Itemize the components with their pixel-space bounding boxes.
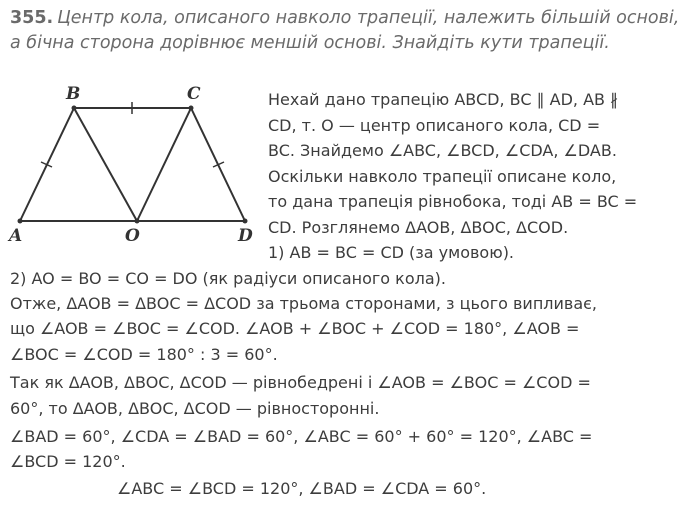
problem-number: 355.: [10, 8, 54, 28]
label-A: A: [9, 226, 23, 246]
point-B: [72, 106, 77, 111]
problem-statement: [10, 6, 685, 56]
solution-line: BC. Знайдемо ∠ABC, ∠BCD, ∠CDA, ∠DAB.: [268, 141, 617, 160]
label-B: B: [66, 84, 81, 104]
point-O: [135, 219, 140, 224]
trapezoid-diagram: [0, 80, 265, 250]
segment-CO: [137, 108, 191, 221]
solution-line: CD. Розглянемо ΔAOB, ΔBOC, ΔCOD.: [268, 217, 569, 237]
trapezoid-figure: [0, 80, 265, 250]
problem-text: Центр кола, описаного навколо трапеції, належить більшій основі, а бічна сторона дорівнює меншій основі. Знайдіть кути трапеції.: [10, 8, 680, 53]
label-C: C: [187, 84, 201, 104]
final-answer: ∠ABC = ∠BCD = 120°, ∠BAD = ∠CDA = 60°.: [117, 479, 487, 498]
point-A: [18, 219, 23, 224]
solution-line: що ∠AOB = ∠BOC = ∠COD. ∠AOB + ∠BOC + ∠COD = 180°, ∠AOB =: [10, 319, 580, 338]
solution-line: ∠BAD = 60°, ∠CDA = ∠BAD = 60°, ∠ABC = 60° + 60° = 120°, ∠ABC =: [10, 427, 593, 446]
solution-line: CD, т. O — центр описаного кола, CD =: [268, 115, 601, 135]
segment-BO: [74, 108, 137, 221]
solution-line: Нехай дано трапецію ABCD, BC ∥ AD, AB ∦: [268, 90, 619, 109]
solution-line: ∠BCD = 120°.: [10, 452, 126, 471]
solution-line: Так як ΔAOB, ΔBOC, ΔCOD — рівнобедрені і ∠AOB = ∠BOC = ∠COD =: [10, 373, 591, 392]
solution-line: Отже, ΔAOB = ΔBOC = ΔCOD за трьома сторонами, з цього випливає,: [10, 294, 598, 313]
point-D: [243, 219, 248, 224]
solution-line: 2) AO = BO = CO = DO (як радіуси описаного кола).: [10, 269, 446, 288]
solution-line: 60°, то ΔAOB, ΔBOC, ΔCOD — рівносторонні.: [10, 399, 380, 418]
solution-line: то дана трапеція рівнобока, тоді AB = BC =: [268, 192, 638, 211]
solution-line: Оскільки навколо трапеції описане коло,: [268, 166, 617, 186]
label-O: O: [125, 226, 140, 246]
label-D: D: [238, 226, 253, 246]
solution-line: 1) AB = BC = CD (за умовою).: [268, 243, 515, 262]
solution-side-text: [268, 87, 693, 266]
point-C: [189, 106, 194, 111]
trapezoid-outline: [20, 108, 245, 221]
solution-line: ∠BOC = ∠COD = 180° : 3 = 60°.: [10, 345, 278, 364]
